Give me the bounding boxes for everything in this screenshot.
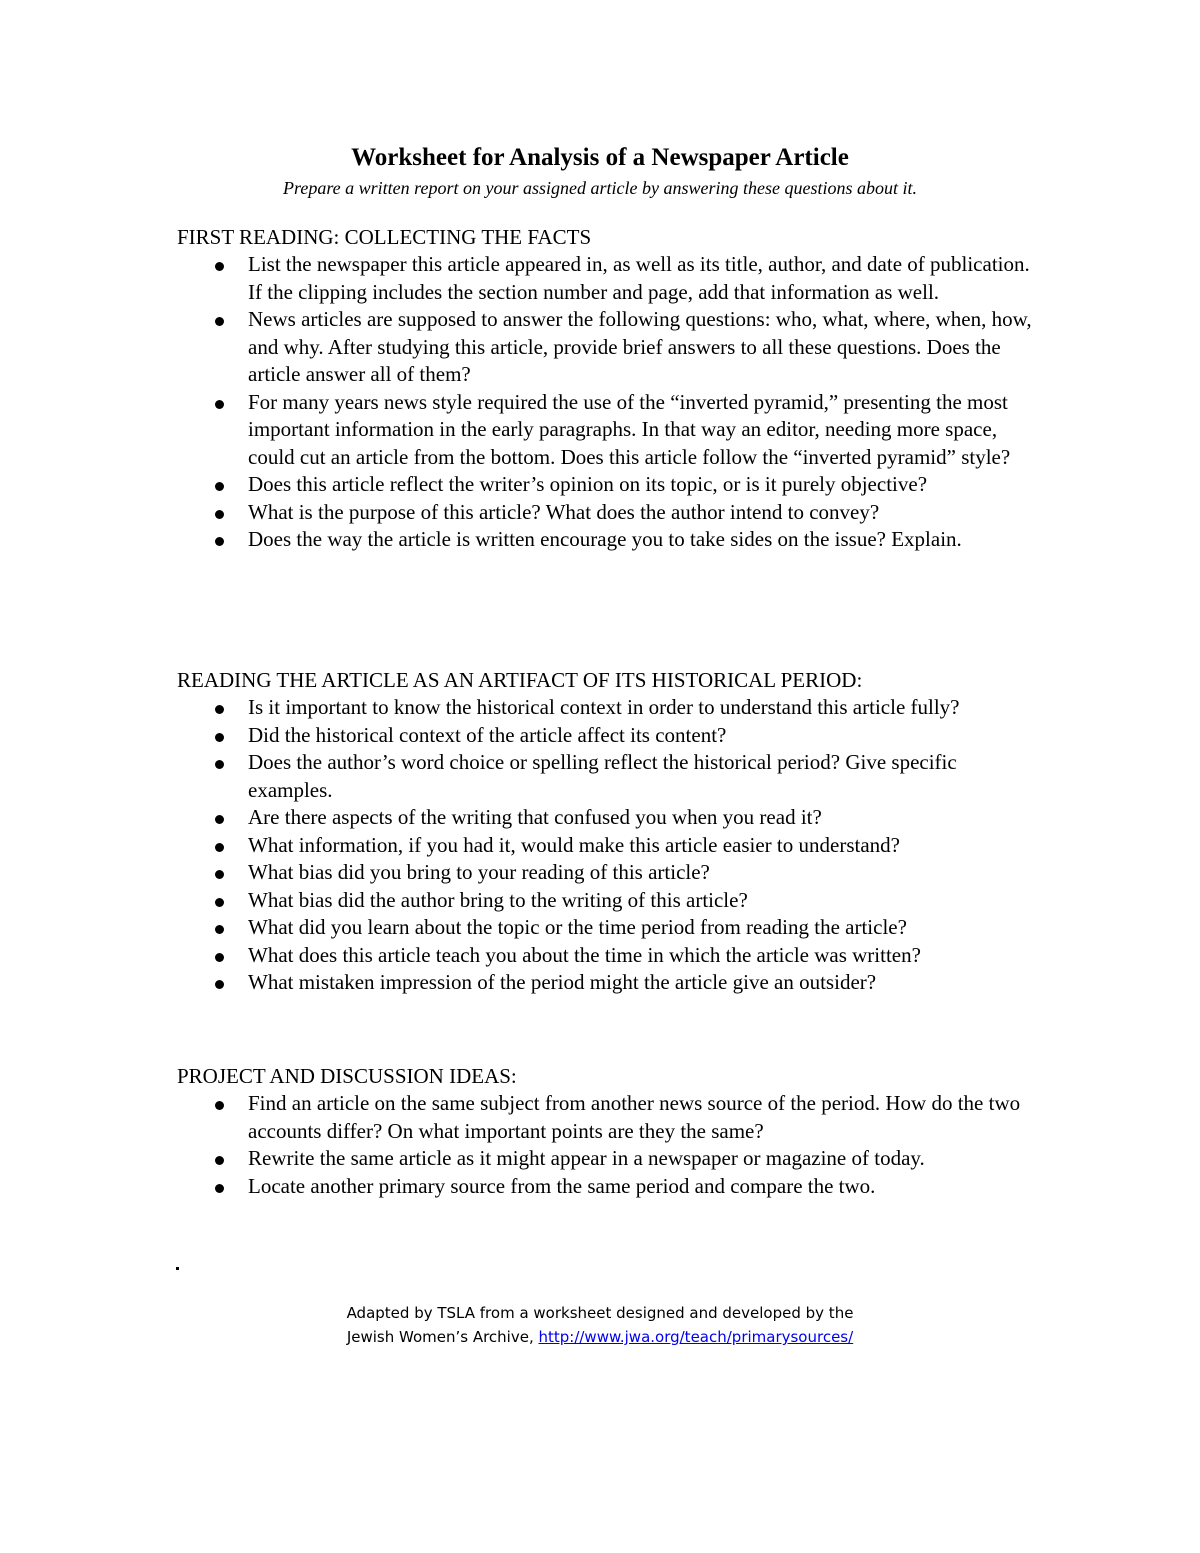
question-list bbox=[177, 694, 1037, 997]
list-item bbox=[177, 722, 1037, 750]
bullet-icon bbox=[215, 1101, 224, 1110]
list-item bbox=[177, 859, 1037, 887]
section-heading: FIRST READING: COLLECTING THE FACTS bbox=[177, 225, 592, 249]
section-first-reading bbox=[177, 223, 1037, 554]
question-list bbox=[177, 251, 1037, 554]
bullet-icon bbox=[215, 843, 224, 852]
list-item bbox=[177, 694, 1037, 722]
list-item bbox=[177, 1090, 1037, 1145]
list-item bbox=[177, 499, 1037, 527]
footer-credit bbox=[0, 1301, 1200, 1349]
question-list bbox=[177, 1090, 1037, 1200]
bullet-icon bbox=[215, 1184, 224, 1193]
list-item bbox=[177, 942, 1037, 970]
bullet-icon bbox=[215, 482, 224, 491]
footer-line-1: Adapted by TSLA from a worksheet designed and developed by the bbox=[346, 1304, 854, 1322]
bullet-icon bbox=[215, 815, 224, 824]
section-historical-period bbox=[177, 666, 1037, 997]
question-text: Does the way the article is written encourage you to take sides on the issue? Explain. bbox=[248, 527, 962, 551]
list-item bbox=[177, 749, 1037, 804]
bullet-icon bbox=[215, 1156, 224, 1165]
bullet-icon bbox=[215, 733, 224, 742]
question-text: News articles are supposed to answer the following questions: who, what, where, when, how, and why. After studying this article, provide brief answers to all these questions. Does the article answer all of them? bbox=[248, 307, 1032, 386]
bullet-icon bbox=[215, 925, 224, 934]
list-item bbox=[177, 251, 1037, 306]
question-text: What mistaken impression of the period might the article give an outsider? bbox=[248, 970, 877, 994]
question-text: Rewrite the same article as it might appear in a newspaper or magazine of today. bbox=[248, 1146, 925, 1170]
jwa-link[interactable]: http://www.jwa.org/teach/primarysources/ bbox=[538, 1328, 854, 1346]
question-text: Locate another primary source from the same period and compare the two. bbox=[248, 1173, 876, 1198]
bullet-icon bbox=[215, 980, 224, 989]
question-text: What bias did the author bring to the writing of this article? bbox=[248, 887, 748, 912]
bullet-icon bbox=[215, 953, 224, 962]
question-text: What does this article teach you about the time in which the article was written? bbox=[248, 942, 921, 967]
question-text: What information, if you had it, would make this article easier to understand? bbox=[248, 832, 900, 857]
stray-mark bbox=[176, 1267, 179, 1270]
list-item bbox=[177, 1145, 1037, 1173]
page-title: Worksheet for Analysis of a Newspaper Article bbox=[351, 144, 849, 171]
bullet-icon bbox=[215, 705, 224, 714]
list-item bbox=[177, 914, 1037, 942]
bullet-icon bbox=[215, 537, 224, 546]
bullet-icon bbox=[215, 898, 224, 907]
question-text: List the newspaper this article appeared in, as well as its title, author, and date of publication. If the clipping includes the section number and page, add that information as well. bbox=[248, 252, 1030, 304]
question-text: Does this article reflect the writer’s opinion on its topic, or is it purely objective? bbox=[248, 472, 928, 496]
bullet-icon bbox=[215, 400, 224, 409]
bullet-icon bbox=[215, 510, 224, 519]
list-item bbox=[177, 969, 1037, 997]
page-subtitle: Prepare a written report on your assigned article by answering these questions about it. bbox=[283, 178, 917, 198]
question-text: Does the author’s word choice or spelling reflect the historical period? Give specific examples. bbox=[248, 750, 957, 802]
footer-archive-text: Jewish Women’s Archive, bbox=[346, 1328, 539, 1346]
list-item bbox=[177, 1173, 1037, 1201]
question-text: Is it important to know the historical context in order to understand this article fully? bbox=[248, 695, 960, 719]
question-text: Are there aspects of the writing that confused you when you read it? bbox=[248, 805, 822, 829]
list-item bbox=[177, 832, 1037, 860]
question-text: What bias did you bring to your reading of this article? bbox=[248, 860, 710, 884]
bullet-icon bbox=[215, 317, 224, 326]
footer-line-2 bbox=[0, 1325, 1200, 1349]
list-item bbox=[177, 526, 1037, 554]
list-item bbox=[177, 389, 1037, 472]
question-text: What is the purpose of this article? What does the author intend to convey? bbox=[248, 499, 880, 524]
question-text: What did you learn about the topic or the time period from reading the article? bbox=[248, 915, 907, 939]
list-item bbox=[177, 306, 1037, 389]
section-heading: READING THE ARTICLE AS AN ARTIFACT OF ITS HISTORICAL PERIOD: bbox=[177, 668, 863, 692]
bullet-icon bbox=[215, 262, 224, 271]
list-item bbox=[177, 471, 1037, 499]
bullet-icon bbox=[215, 760, 224, 769]
question-text: Find an article on the same subject from another news source of the period. How do the two accounts differ? On what important points are they the same? bbox=[248, 1091, 1021, 1143]
question-text: For many years news style required the use of the “inverted pyramid,” presenting the most important information in the early paragraphs. In that way an editor, needing more space, could cut an article from the bottom. Does this article follow the “inverted pyramid” style? bbox=[248, 389, 1011, 469]
section-project-ideas bbox=[177, 1062, 1037, 1200]
list-item bbox=[177, 804, 1037, 832]
question-text: Did the historical context of the article affect its content? bbox=[248, 722, 727, 747]
list-item bbox=[177, 887, 1037, 915]
bullet-icon bbox=[215, 870, 224, 879]
section-heading: PROJECT AND DISCUSSION IDEAS: bbox=[177, 1064, 517, 1088]
